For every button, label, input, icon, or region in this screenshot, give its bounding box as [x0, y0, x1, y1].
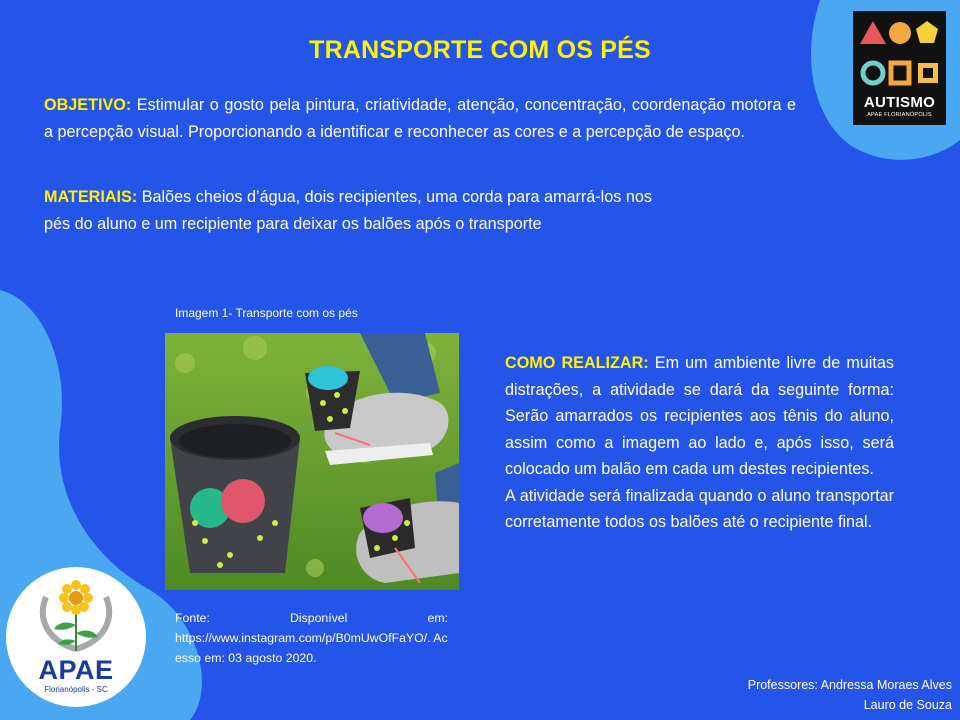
apae-logo: [6, 567, 146, 707]
fonte-w1: Fonte:: [175, 611, 210, 625]
como-realizar-label: COMO REALIZAR:: [505, 354, 649, 372]
autismo-logo-word: AUTISMO: [863, 94, 936, 111]
como-realizar-paragraph: [505, 350, 894, 536]
page-title: TRANSPORTE COM OS PÉS: [309, 36, 651, 64]
como-realizar-text: Em um ambiente livre de muitas distrações, a atividade se dará da seguinte forma: Serão amarrados os recipientes aos tênis do aluno, assim como a imagem ao lado e, após isso, será colocado um balão em cada um destes recipientes.: [505, 354, 894, 478]
materiais-line1: Balões cheios d’água, dois recipientes, uma corda para amarrá-los nos: [137, 188, 652, 206]
objetivo-text: Estimular o gosto pela pintura, criatividade, atenção, concentração, coordenação motora e a percepção visual. Proporcionando a identificar e reconhecer as cores e a percepção de espaço.: [44, 96, 796, 141]
objetivo-label: OBJETIVO:: [44, 96, 132, 114]
fonte-rest: https://www.instagram.com/p/B0mUwOfFaYO/. Acesso em: 03 agosto 2020.: [175, 631, 448, 665]
credits: [748, 676, 952, 715]
autismo-logo: [853, 11, 946, 125]
credits-line2: Lauro de Souza: [863, 697, 952, 712]
objetivo-paragraph: [44, 92, 796, 145]
image-caption: Imagem 1- Transporte com os pés: [175, 306, 358, 320]
fonte-w3: em:: [427, 611, 448, 625]
apae-logo-word: APAE: [38, 655, 114, 685]
como-realizar-text2: A atividade será finalizada quando o aluno transportar corretamente todos os balões até o recipiente final.: [505, 486, 894, 531]
autismo-logo-sub: APAE FLORIANÓPOLIS: [867, 112, 932, 118]
image-source: [175, 608, 448, 668]
activity-photo: [165, 333, 459, 590]
apae-logo-sub: Florianópolis - SC: [44, 685, 108, 694]
fonte-w2: Disponível: [289, 611, 348, 625]
credits-line1: Professores: Andressa Moraes Alves: [747, 678, 952, 692]
materiais-paragraph: [44, 184, 774, 237]
materiais-line2: pés do aluno e um recipiente para deixar os balões após o transporte: [44, 214, 542, 233]
materiais-label: MATERIAIS:: [44, 188, 138, 206]
autismo-shapes-icon: [853, 11, 946, 95]
apae-flower-icon: [6, 567, 146, 657]
